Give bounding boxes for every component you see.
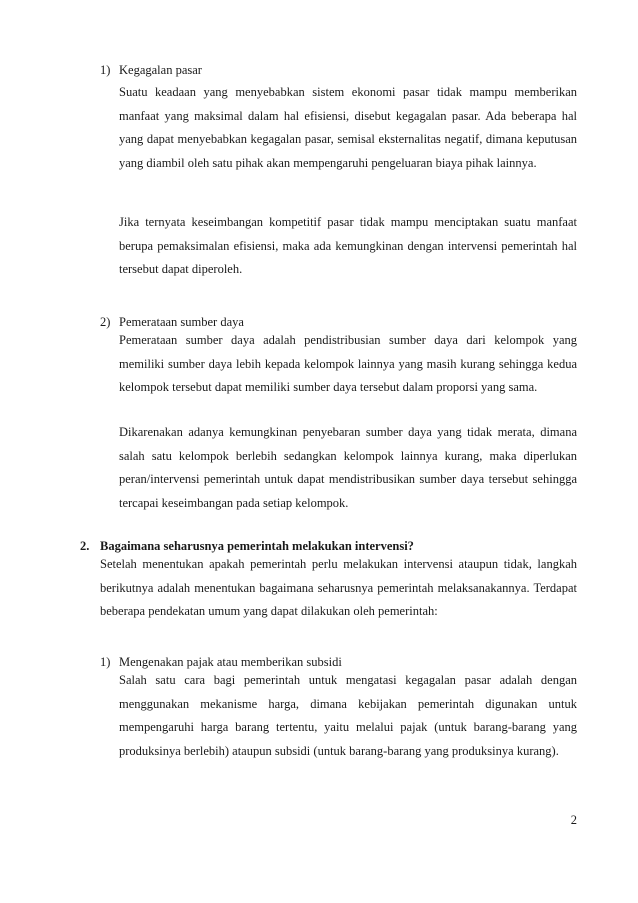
item-title-pemerataan: Pemerataan sumber daya	[119, 315, 244, 329]
list-number: 2)	[100, 315, 111, 329]
item-title-pajak-subsidi: Mengenakan pajak atau memberikan subsidi	[119, 655, 342, 669]
list-number: 1)	[100, 63, 111, 77]
paragraph: Suatu keadaan yang menyebabkan sistem ekonomi pasar tidak mampu memberikan manfaat yang maksimal dalam hal efisiensi, disebut kegagalan pasar. Ada beberapa hal yang dapat menyebabkan kegagalan pasar, semisal eksternalitas negatif, dimana keputusan yang diambil oleh satu pihak akan mempengaruhi pengeluaran biaya pihak lainnya.	[119, 85, 577, 170]
section-number: 2.	[80, 539, 90, 553]
item-title-kegagalan-pasar: Kegagalan pasar	[119, 63, 202, 77]
list-number: 1)	[100, 655, 111, 669]
paragraph: Pemerataan sumber daya adalah pendistribusian sumber daya dari kelompok yang memiliki sumber daya lebih kepada kelompok lainnya yang masih kurang sehingga kedua kelompok tersebut dapat memiliki sumber daya tersebut dalam proporsi yang sama.	[119, 333, 577, 395]
section-heading: Bagaimana seharusnya pemerintah melakukan intervensi?	[100, 539, 414, 553]
paragraph: Salah satu cara bagi pemerintah untuk mengatasi kegagalan pasar adalah dengan menggunakan mekanisme harga, dimana kebijakan pemerintah digunakan untuk mempengaruhi harga barang tertentu, yaitu melalui pajak (untuk barang-barang yang produksinya berlebih) ataupun subsidi (untuk barang-barang yang produksinya kurang).	[119, 673, 577, 758]
paragraph: Setelah menentukan apakah pemerintah perlu melakukan intervensi ataupun tidak, langkah berikutnya adalah menentukan bagaimana seharusnya pemerintah melaksanakannya. Terdapat beberapa pendekatan umum yang dapat dilakukan oleh pemerintah:	[100, 557, 577, 619]
page-number: 2	[570, 813, 577, 827]
paragraph: Jika ternyata keseimbangan kompetitif pasar tidak mampu menciptakan suatu manfaat berupa pemaksimalan efisiensi, maka ada kemungkinan dengan intervensi pemerintah hal tersebut dapat diperoleh.	[119, 215, 577, 277]
paragraph: Dikarenakan adanya kemungkinan penyebaran sumber daya yang tidak merata, dimana salah satu kelompok berlebih sedangkan kelompok lainnya kurang, maka diperlukan peran/intervensi pemerintah untuk dapat mendistribusikan sumber daya tersebut sehingga tercapai keseimbangan pada setiap kelompok.	[119, 425, 577, 510]
